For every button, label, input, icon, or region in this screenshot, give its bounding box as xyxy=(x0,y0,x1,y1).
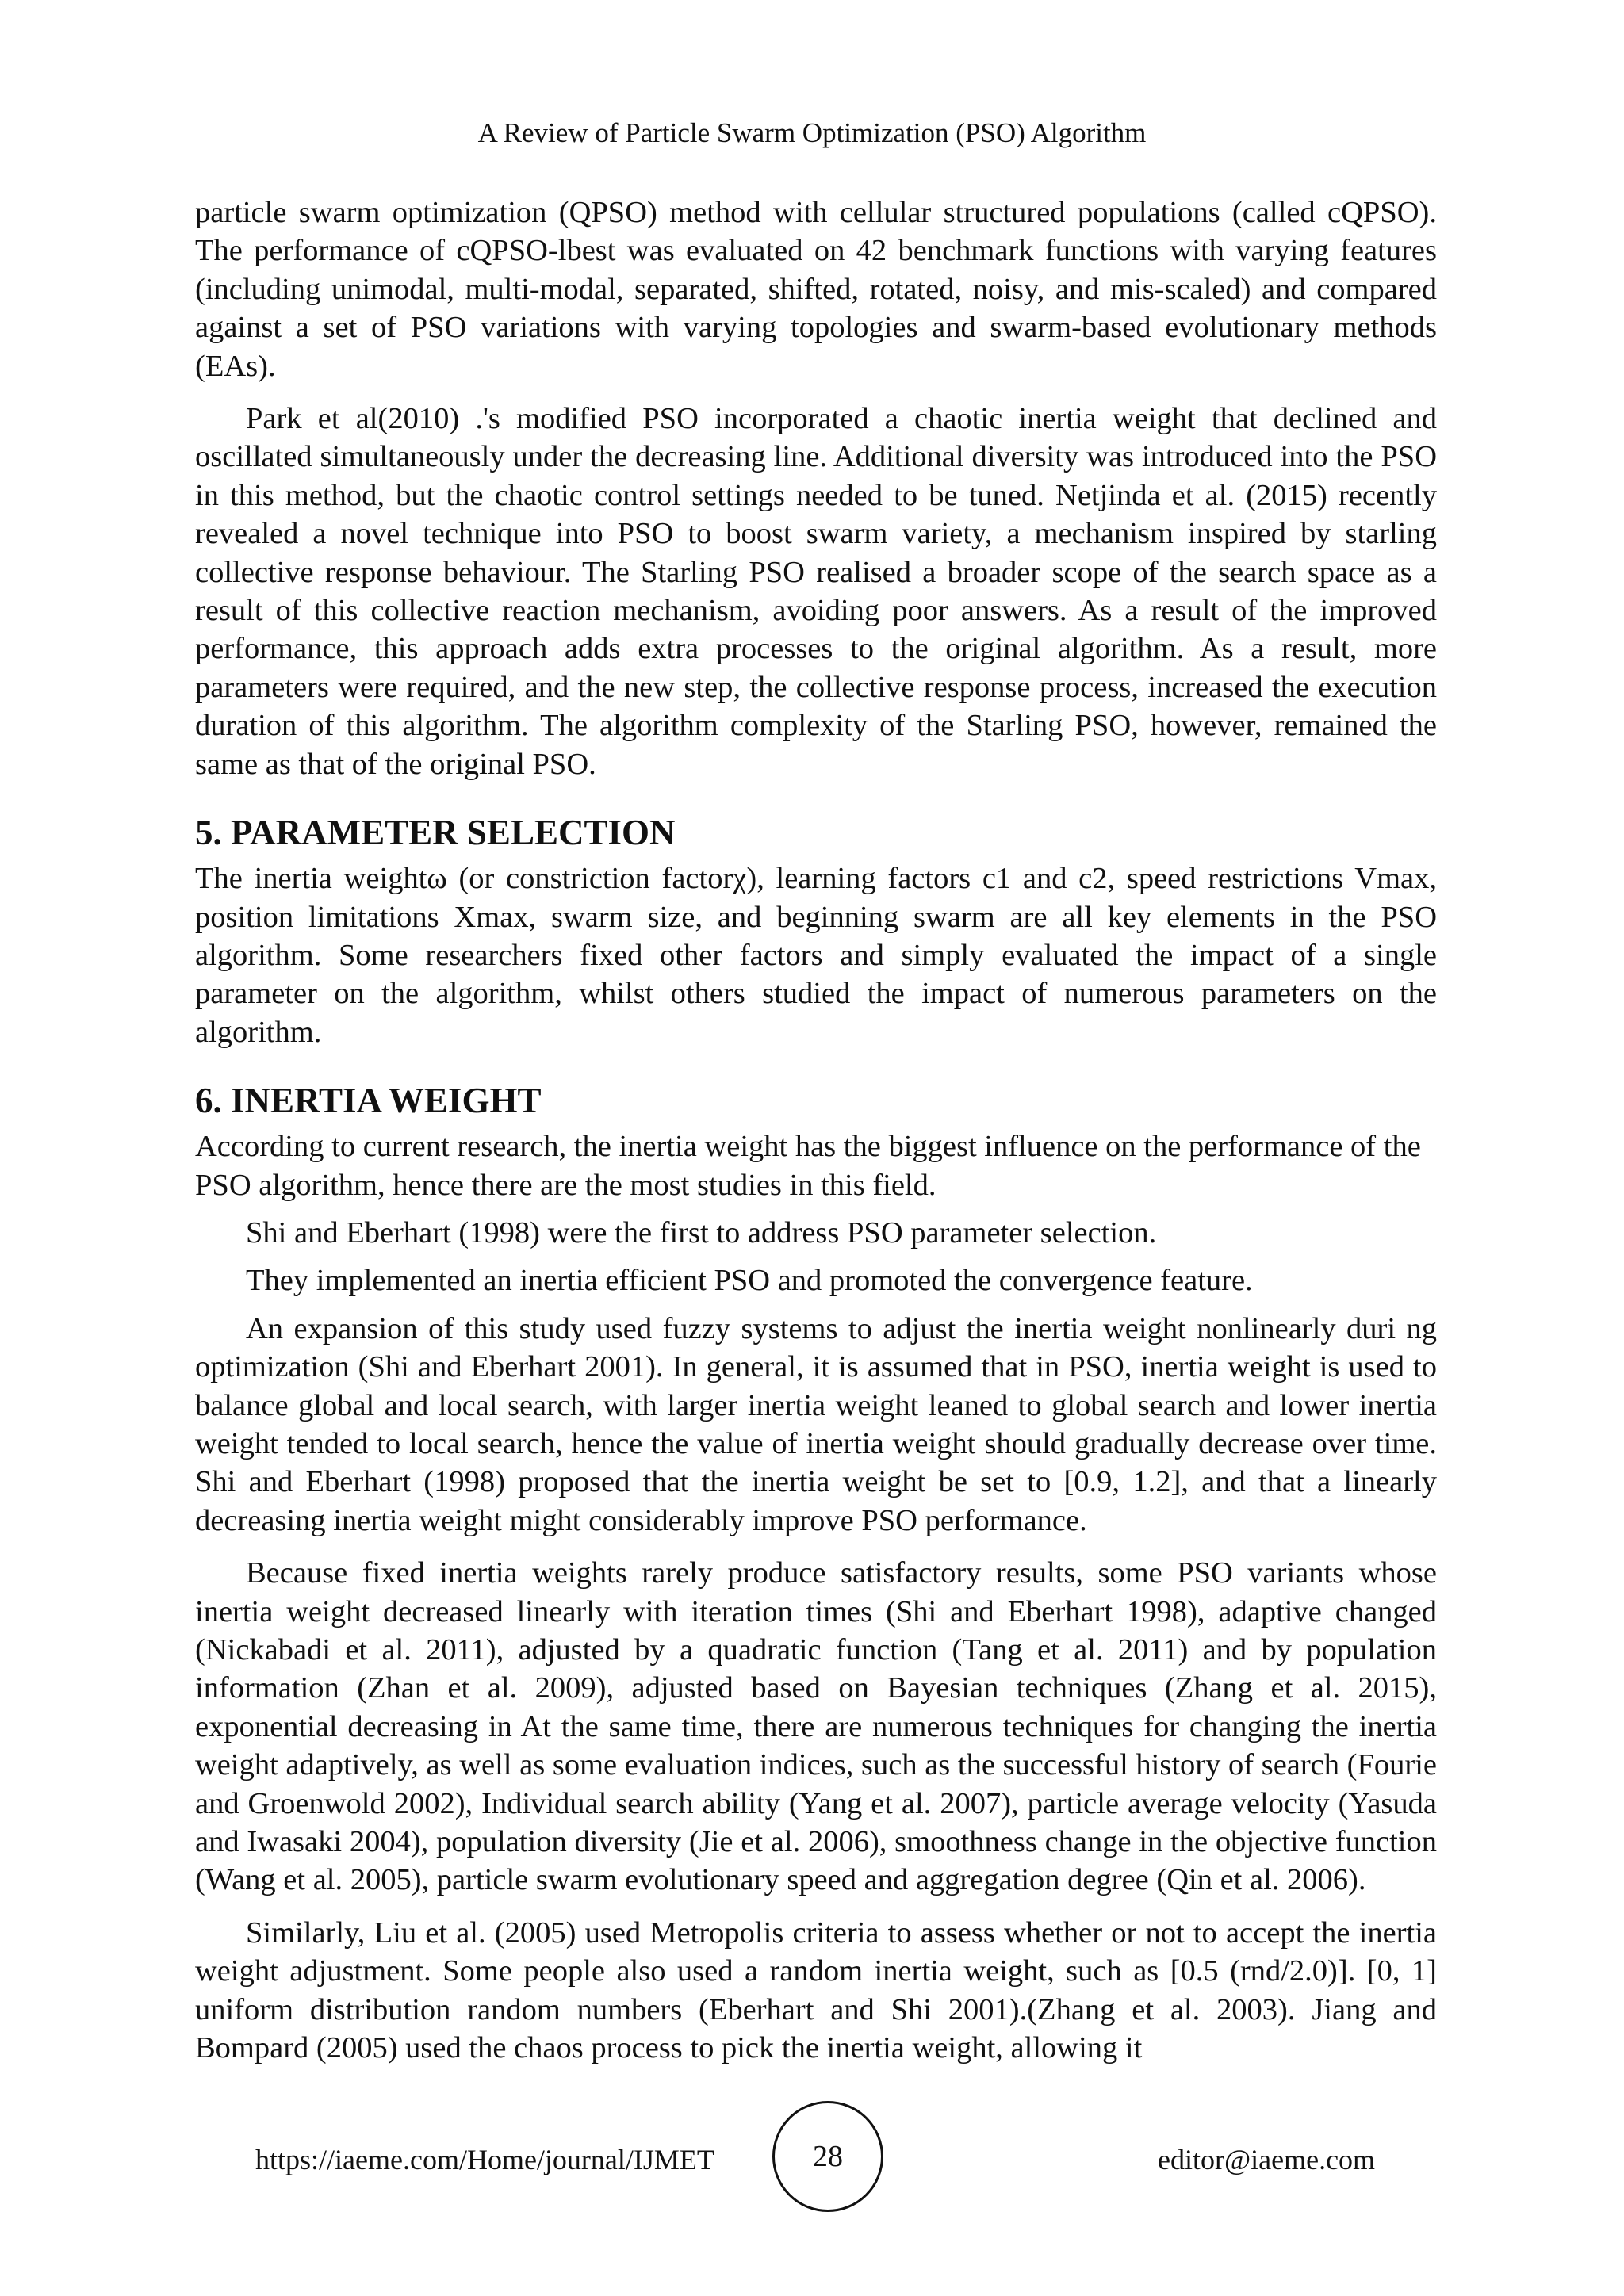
paragraph-parameter-selection: The inertia weightω (or constriction factorχ), learning factors c1 and c2, speed restrictions Vmax, position limitations Xmax, swarm size, and beginning swarm are all key elements in the PSO algorithm. Some researchers fixed other factors and simply evaluated the impact of a single parameter on the algorithm, whilst others studied the impact of numerous parameters on the algorithm. xyxy=(195,862,1437,1049)
section-heading-inertia-weight: 6. INERTIA WEIGHT xyxy=(195,1081,542,1121)
paragraph-fuzzy-systems: An expansion of this study used fuzzy systems to adjust the inertia weight nonlinearly duri ng optimization (Shi and Eberhart 2001). In general, it is assumed that in PSO, inertia weight is used to balance global and local search, with larger inertia weight leaned to global search and lower inertia weight tended to local search, hence the value of inertia weight should gradually decrease over time. Shi and Eberhart (1998) proposed that the inertia weight be set to [0.9, 1.2], and that a linearly decreasing inertia weight might considerably improve PSO performance. xyxy=(195,1311,1437,1537)
article-body xyxy=(195,193,1437,2081)
page-number: 28 xyxy=(813,2140,843,2173)
page-number-badge xyxy=(772,2101,883,2212)
section-heading-parameter-selection: 5. PARAMETER SELECTION xyxy=(195,813,676,853)
paragraph-inertia-efficient-pso: They implemented an inertia efficient PSO and promoted the convergence feature. xyxy=(246,1264,1253,1298)
page-footer xyxy=(0,2101,1624,2220)
paragraph-shi-eberhart-first: Shi and Eberhart (1998) were the first to address PSO parameter selection. xyxy=(246,1215,1157,1249)
paragraph-metropolis-criteria: Similarly, Liu et al. (2005) used Metropolis criteria to assess whether or not to accept the inertia weight adjustment. Some people also used a random inertia weight, such as [0.5 (rnd/2.0)]. [0, 1] uniform distribution random numbers (Eberhart and Shi 2001).(Zhang et al. 2003). Jiang and Bompard (2005) used the chaos process to pick the inertia weight, allowing it xyxy=(195,1915,1437,2065)
paragraph-cqpso: particle swarm optimization (QPSO) method with cellular structured populations (called cQPSO). The performance of cQPSO-lbest was evaluated on 42 benchmark functions with varying features (including unimodal, multi-modal, separated, shifted, rotated, noisy, and mis-scaled) and compared against a set of PSO variations with varying topologies and swarm-based evolutionary methods (EAs). xyxy=(195,196,1437,383)
running-header: A Review of Particle Swarm Optimization (PSO) Algorithm xyxy=(477,117,1147,148)
footer-email-link[interactable]: editor@iaeme.com xyxy=(1158,2144,1376,2175)
footer-journal-link[interactable]: https://iaeme.com/Home/journal/IJMET xyxy=(255,2144,714,2175)
paragraph-inertia-influence: According to current research, the inertia weight has the biggest influence on the performance of the PSO algorithm, hence there are the most studies in this field. xyxy=(195,1130,1421,1202)
paragraph-park-chaotic-inertia: Park et al(2010) .'s modified PSO incorporated a chaotic inertia weight that declined and oscillated simultaneously under the decreasing line. Additional diversity was introduced into the PSO in this method, but the chaotic control settings needed to be tuned. Netjinda et al. (2015) recently revealed a novel technique into PSO to boost swarm variety, a mechanism inspired by starling collective response behaviour. The Starling PSO realised a broader scope of the search space as a result of this collective reaction mechanism, avoiding poor answers. As a result of the improved performance, this approach adds extra processes to the original algorithm. As a result, more parameters were required, and the new step, the collective response process, increased the execution duration of this algorithm. The algorithm complexity of the Starling PSO, however, remained the same as that of the original PSO. xyxy=(195,402,1437,781)
paragraph-pso-variants: Because fixed inertia weights rarely produce satisfactory results, some PSO variants whose inertia weight decreased linearly with iteration times (Shi and Eberhart 1998), adaptive changed (Nickabadi et al. 2011), adjusted by a quadratic function (Tang et al. 2011) and by population information (Zhan et al. 2009), adjusted based on Bayesian techniques (Zhang et al. 2015), exponential decreasing in At the same time, there are numerous techniques for changing the inertia weight adaptively, as well as some evaluation indices, such as the successful history of search (Fourie and Groenwold 2002), Individual search ability (Yang et al. 2007), particle average velocity (Yasuda and Iwasaki 2004), population diversity (Jie et al. 2006), smoothness change in the objective function (Wang et al. 2005), particle swarm evolutionary speed and aggregation degree (Qin et al. 2006). xyxy=(195,1556,1437,1897)
